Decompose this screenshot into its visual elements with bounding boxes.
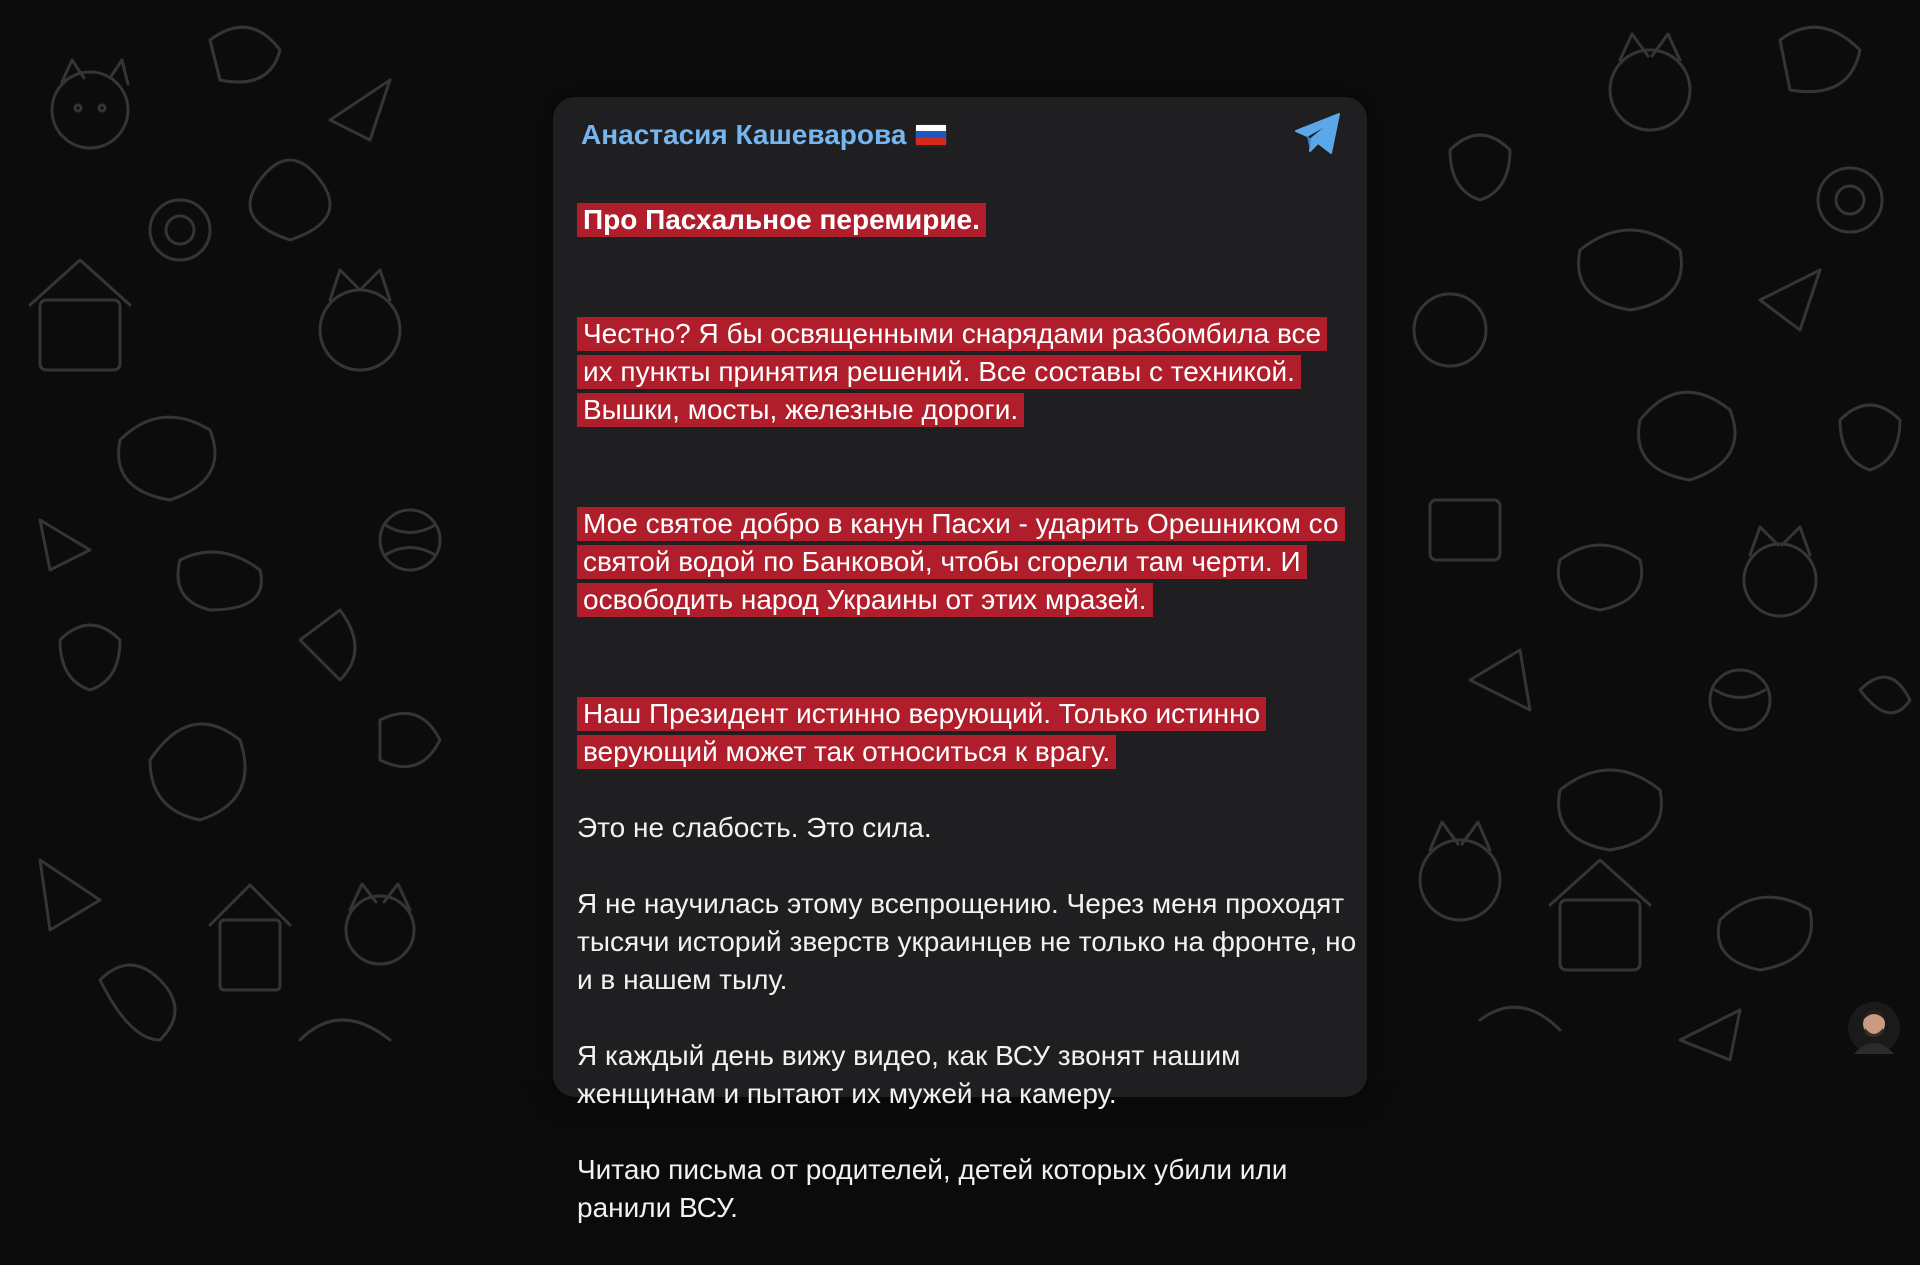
post-header <box>581 115 946 155</box>
telegram-icon <box>1293 111 1343 157</box>
post-paragraph <box>577 657 1357 771</box>
post-paragraph: Читаю письма от родителей, детей которых убили или ранили ВСУ. <box>577 1154 1288 1223</box>
post-paragraph-title <box>577 163 1357 239</box>
highlighted-text: Честно? Я бы освященными снарядами разбомбила все их пункты принятия решений. Все составы с техникой. Вышки, мосты, железные дороги. <box>577 317 1327 427</box>
presenter-avatar <box>1848 1002 1900 1054</box>
channel-name[interactable]: Анастасия Кашеварова <box>581 119 907 150</box>
post-paragraph <box>577 467 1357 619</box>
post-paragraph: Это не слабость. Это сила. <box>577 812 932 843</box>
highlighted-text: Мое святое добро в канун Пасхи - ударить Орешником со святой водой по Банковой, чтобы сгорели там черти. И освободить народ Украины от этих мразей. <box>577 507 1345 617</box>
post-paragraph: Я каждый день вижу видео, как ВСУ звонят нашим женщинам и пытают их мужей на камеру. <box>577 1040 1241 1109</box>
post-paragraph: Я не научилась этому всепрощению. Через меня проходят тысячи историй зверств украинцев не только на фронте, но и в нашем тылу. <box>577 888 1357 995</box>
post-paragraph <box>577 277 1357 429</box>
post-text <box>577 163 1357 1265</box>
highlighted-text: Наш Президент истинно верующий. Только истинно верующий может так относиться к врагу. <box>577 697 1266 769</box>
highlighted-text: Про Пасхальное перемирие. <box>577 203 986 237</box>
russia-flag-icon <box>916 125 946 146</box>
telegram-post-card <box>553 97 1367 1223</box>
